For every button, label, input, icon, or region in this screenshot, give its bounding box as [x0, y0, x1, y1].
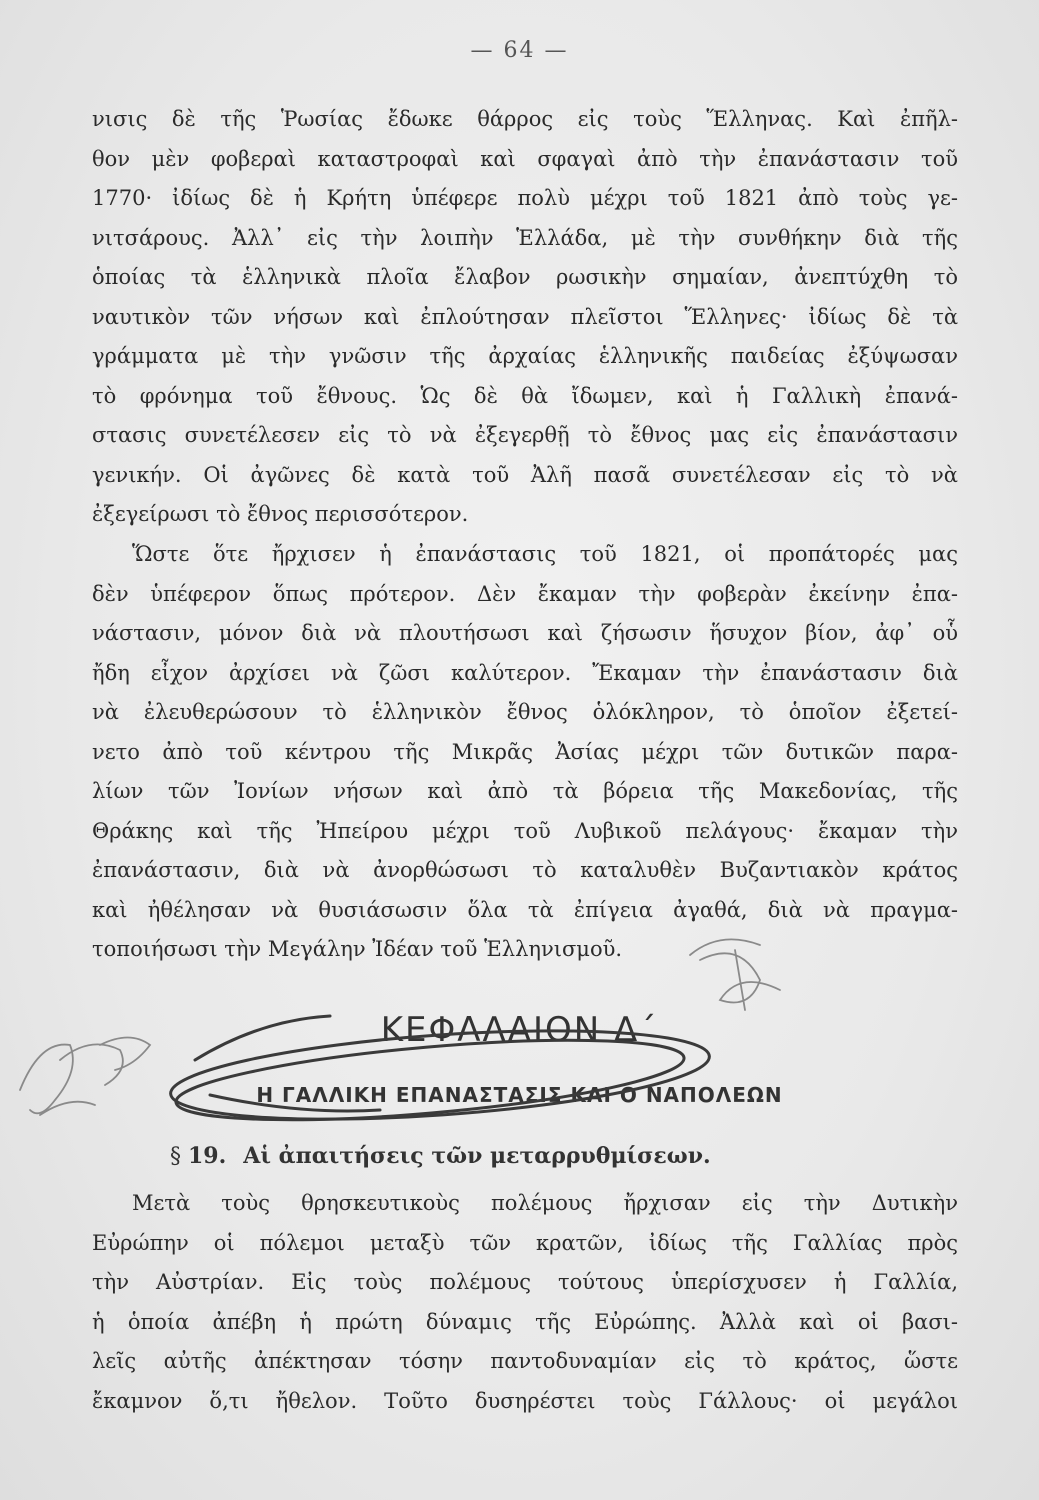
text-line: τὴν Αὐστρίαν. Εἰς τοὺς πολέμους τούτους ὑπερίσχυσεν ἡ Γαλλία,: [92, 1270, 958, 1294]
text-line: Μετὰ τοὺς θρησκευτικοὺς πολέμους ἤρχισαν εἰς τὴν Δυτικὴν: [132, 1191, 958, 1215]
text-line: νισις δὲ τῆς Ῥωσίας ἔδωκε θάρρος εἰς τοὺς Ἕλληνας. Καὶ ἐπῆλ-: [92, 107, 958, 131]
chapter-subtitle: Η ΓΑΛΛΙΚΗ ΕΠΑΝΑΣΤΑΣΙΣ ΚΑΙ Ο ΝΑΠΟΛΕΩΝ: [256, 1083, 783, 1107]
text-line: γράμματα μὲ τὴν γνῶσιν τῆς ἀρχαίας ἑλληνικῆς παιδείας ἐξύψωσαν: [92, 344, 958, 368]
text-line: ὁποίας τὰ ἑλληνικὰ πλοῖα ἔλαβον ρωσικὴν σημαίαν, ἀνεπτύχθη τὸ: [92, 265, 958, 289]
section-number: 19.: [188, 1143, 227, 1169]
text-line: ἐξεγείρωσι τὸ ἔθνος περισσότερον.: [92, 502, 469, 526]
text-line: γενικήν. Οἱ ἀγῶνες δὲ κατὰ τοῦ Ἀλῆ πασᾶ συνετέλεσαν εἰς τὸ νὰ: [92, 462, 958, 487]
text-line: θον μὲν φοβεραὶ καταστροφαὶ καὶ σφαγαὶ ἀπὸ τὴν ἐπανάστασιν τοῦ: [92, 146, 958, 171]
text-line: νετο ἀπὸ τοῦ κέντρου τῆς Μικρᾶς Ἀσίας μέχρι τῶν δυτικῶν παρα-: [92, 739, 958, 764]
text-line: νιτσάρους. Ἀλλ᾽ εἰς τὴν λοιπὴν Ἑλλάδα, μὲ τὴν συνθήκην διὰ τῆς: [92, 225, 958, 250]
paragraph-top: [92, 100, 958, 535]
text-line: νάστασιν, μόνον διὰ νὰ πλουτήσωσι καὶ ζήσωσιν ἥσυχον βίον, ἀφ᾽ οὗ: [92, 621, 958, 645]
text-line: τοποιήσωσι τὴν Μεγάλην Ἰδέαν τοῦ Ἑλληνισμοῦ.: [92, 937, 623, 961]
text-line: στασις συνετέλεσεν εἰς τὸ νὰ ἐξεγερθῇ τὸ ἔθνος μας εἰς ἐπανάστασιν: [92, 423, 958, 447]
text-line: Ὥστε ὅτε ἤρχισεν ἡ ἐπανάστασις τοῦ 1821, οἱ προπάτορές μας: [132, 542, 958, 566]
text-line: ἔκαμνον ὅ,τι ἤθελον. Τοῦτο δυσηρέστει τοὺς Γάλλους· οἱ μεγάλοι: [92, 1388, 958, 1413]
text-line: ἤδη εἶχον ἀρχίσει νὰ ζῶσι καλύτερον. Ἔκαμαν τὴν ἐπανάστασιν διὰ: [92, 660, 958, 685]
section-title: Αἱ ἀπαιτήσεις τῶν μεταρρυθμίσεων.: [243, 1143, 711, 1169]
text-line: ἐπανάστασιν, διὰ νὰ ἀνορθώσωσι τὸ καταλυθὲν Βυζαντιακὸν κράτος: [92, 858, 958, 882]
text-line: ἡ ὁποία ἀπέβη ἡ πρώτη δύναμις τῆς Εὐρώπης. Ἀλλὰ καὶ οἱ βασι-: [92, 1309, 958, 1334]
section-symbol: §: [170, 1144, 181, 1169]
paragraph-bottom: [92, 1184, 958, 1421]
text-line: καὶ ἠθέλησαν νὰ θυσιάσωσιν ὅλα τὰ ἐπίγεια ἀγαθά, διὰ νὰ πραγμα-: [92, 897, 958, 922]
text-line: Εὐρώπην οἱ πόλεμοι μεταξὺ τῶν κρατῶν, ἰδίως τῆς Γαλλίας πρὸς: [92, 1230, 958, 1255]
page-number: — 64 —: [470, 38, 569, 63]
paragraph-second: [92, 535, 958, 970]
text-line: ναυτικὸν τῶν νήσων καὶ ἐπλούτησαν πλεῖστοι Ἕλληνες· ἰδίως δὲ τὰ: [92, 304, 958, 329]
text-line: 1770· ἰδίως δὲ ἡ Κρήτη ὑπέφερε πολὺ μέχρι τοῦ 1821 ἀπὸ τοὺς γε-: [92, 186, 958, 210]
text-line: Θράκης καὶ τῆς Ἠπείρου μέχρι τοῦ Λυβικοῦ πελάγους· ἔκαμαν τὴν: [92, 818, 958, 843]
text-line: νὰ ἐλευθερώσουν τὸ ἑλληνικὸν ἔθνος ὁλόκληρον, τὸ ὁποῖον ἐξετεί-: [92, 700, 958, 724]
text-line: λεῖς αὐτῆς ἀπέκτησαν τόσην παντοδυναμίαν εἰς τὸ κράτος, ὥστε: [92, 1349, 958, 1373]
text-line: λίων τῶν Ἰονίων νήσων καὶ ἀπὸ τὰ βόρεια τῆς Μακεδονίας, τῆς: [92, 779, 958, 803]
chapter-title: ΚΕΦΑΛΑΙΟΝ Δ΄: [380, 1010, 659, 1050]
text-line: δὲν ὑπέφερον ὅπως πρότερον. Δὲν ἔκαμαν τὴν φοβερὰν ἐκείνην ἐπα-: [92, 581, 958, 606]
text-line: τὸ φρόνημα τοῦ ἔθνους. Ὡς δὲ θὰ ἴδωμεν, καὶ ἡ Γαλλικὴ ἐπανά-: [92, 383, 958, 408]
section-heading: [170, 1143, 711, 1169]
